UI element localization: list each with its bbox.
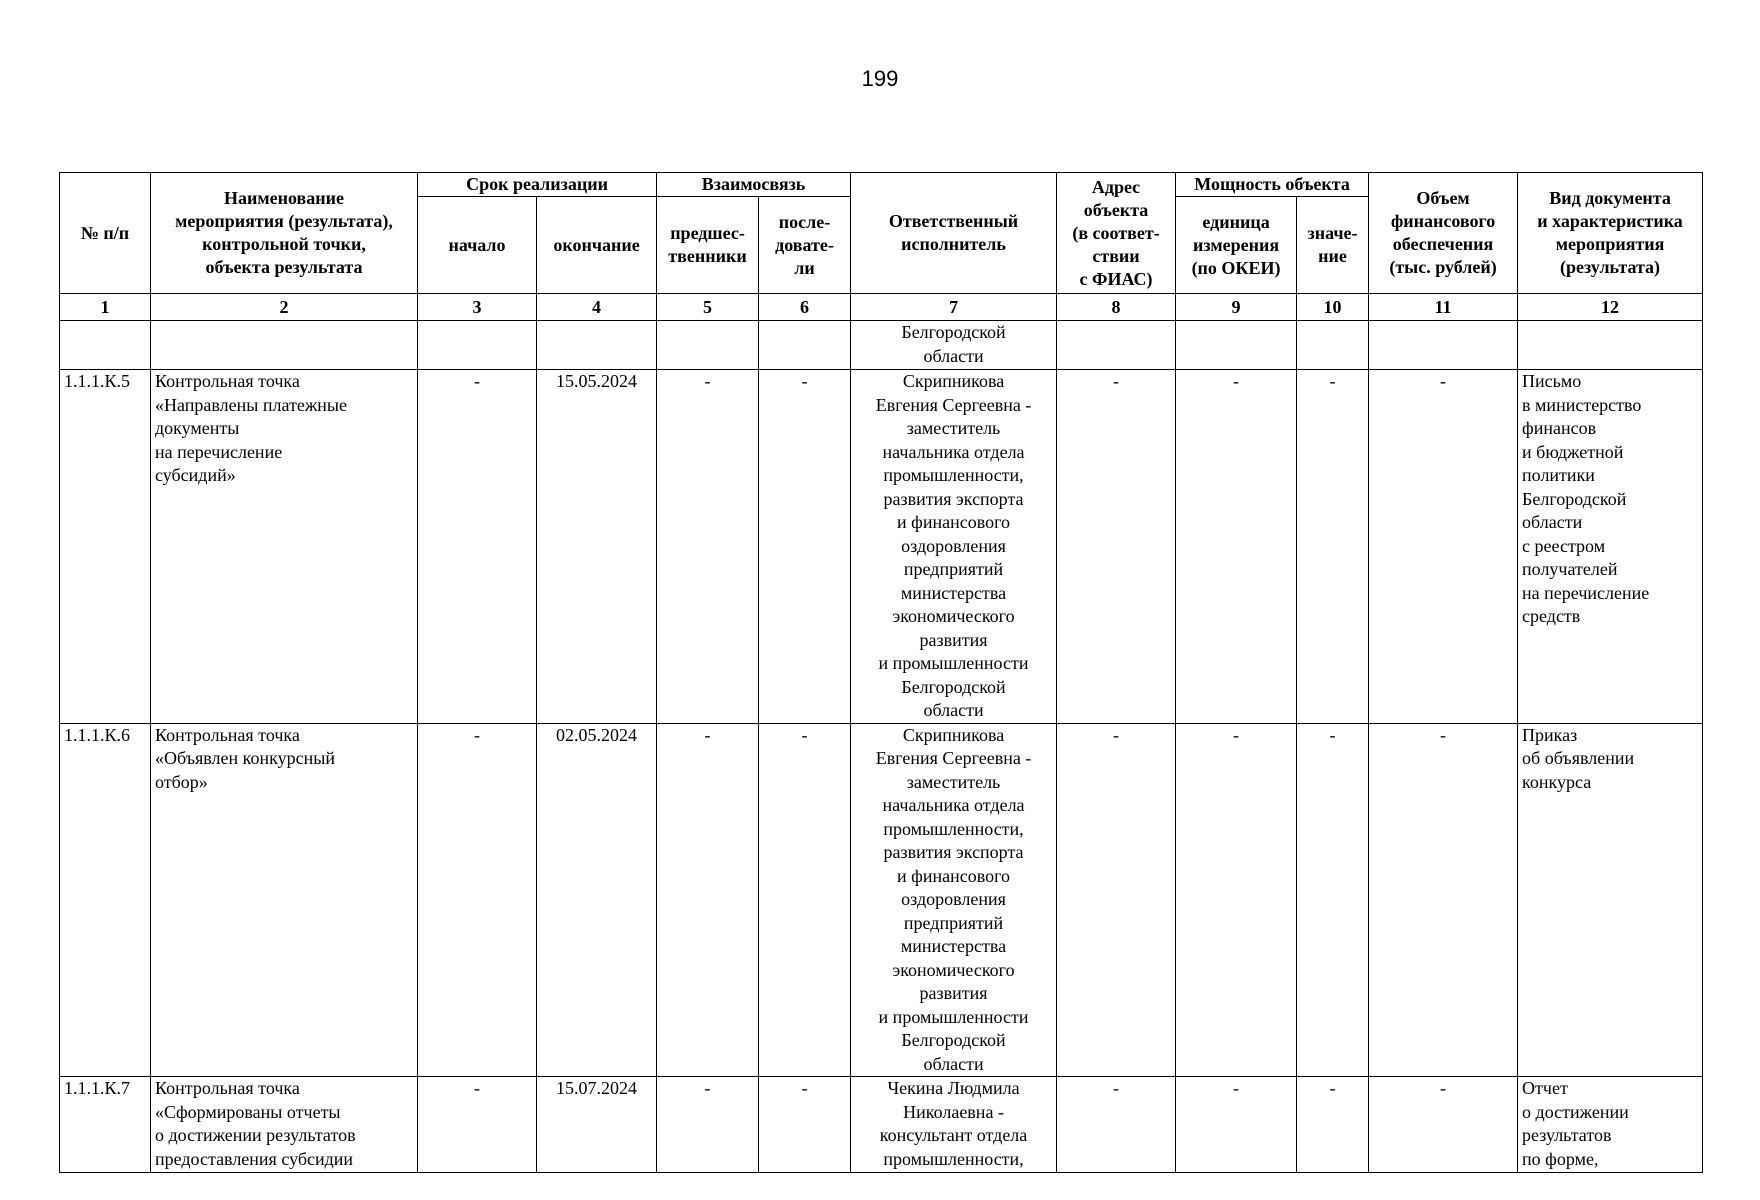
funding: - xyxy=(1369,1077,1518,1173)
responsible-cell: Скрипникова Евгения Сергеевна - заместитель начальника отдела промышленности, развития экспорта и финансового оздоровления предприятий министерства экономического развития и промышленности Белгородской области xyxy=(851,723,1057,1077)
implementation-plan-table xyxy=(59,172,1703,1173)
predecessors: - xyxy=(657,370,759,724)
unit: - xyxy=(1176,1077,1297,1173)
row-number: 1.1.1.К.5 xyxy=(60,370,151,724)
address: - xyxy=(1057,370,1176,724)
unit: - xyxy=(1176,370,1297,724)
header-predecessors: предшес- твенники xyxy=(657,197,759,294)
column-number: 1 xyxy=(60,294,151,321)
funding: - xyxy=(1369,723,1518,1077)
header-name: Наименование мероприятия (результата), контрольной точки, объекта результата xyxy=(151,173,418,294)
doc-type: Отчет о достижении результатов по форме, xyxy=(1518,1077,1703,1173)
successors: - xyxy=(759,723,851,1077)
unit: - xyxy=(1176,723,1297,1077)
header-value: значе- ние xyxy=(1297,197,1369,294)
value: - xyxy=(1297,723,1369,1077)
row-number: 1.1.1.К.7 xyxy=(60,1077,151,1173)
continuation-row xyxy=(60,321,1703,370)
header-num: № п/п xyxy=(60,173,151,294)
doc-type: Письмо в министерство финансов и бюджетной политики Белгородской области с реестром получателей на перечисление средств xyxy=(1518,370,1703,724)
column-number: 9 xyxy=(1176,294,1297,321)
responsible-cell: Скрипникова Евгения Сергеевна - заместитель начальника отдела промышленности, развития экспорта и финансового оздоровления предприятий министерства экономического развития и промышленности Белгородской области xyxy=(851,370,1057,724)
column-number: 4 xyxy=(537,294,657,321)
column-number: 5 xyxy=(657,294,759,321)
item-name: Контрольная точка «Направлены платежные документы на перечисление субсидий» xyxy=(151,370,418,724)
funding: - xyxy=(1369,370,1518,724)
header-unit: единица измерения (по ОКЕИ) xyxy=(1176,197,1297,294)
column-number: 3 xyxy=(418,294,537,321)
address: - xyxy=(1057,723,1176,1077)
end-date: 15.07.2024 xyxy=(537,1077,657,1173)
item-name: Контрольная точка «Сформированы отчеты о достижении результатов предоставления субсидии xyxy=(151,1077,418,1173)
column-number: 12 xyxy=(1518,294,1703,321)
end-date: 15.05.2024 xyxy=(537,370,657,724)
successors: - xyxy=(759,370,851,724)
header-address: Адрес объекта (в соответ- ствии с ФИАС) xyxy=(1057,173,1176,294)
header-successors: после- довате- ли xyxy=(759,197,851,294)
value: - xyxy=(1297,1077,1369,1173)
start-date: - xyxy=(418,370,537,724)
responsible-cell: Белгородской области xyxy=(851,321,1057,370)
header-responsible: Ответственный исполнитель xyxy=(851,173,1057,294)
end-date: 02.05.2024 xyxy=(537,723,657,1077)
header-funding: Объем финансового обеспечения (тыс. рублей) xyxy=(1369,173,1518,294)
header-doc-type: Вид документа и характеристика мероприятия (результата) xyxy=(1518,173,1703,294)
column-numbers-row xyxy=(60,294,1703,321)
column-number: 7 xyxy=(851,294,1057,321)
item-name: Контрольная точка «Объявлен конкурсный отбор» xyxy=(151,723,418,1077)
start-date: - xyxy=(418,723,537,1077)
successors: - xyxy=(759,1077,851,1173)
value: - xyxy=(1297,370,1369,724)
responsible-cell: Чекина Людмила Николаевна - консультант отдела промышленности, xyxy=(851,1077,1057,1173)
column-number: 6 xyxy=(759,294,851,321)
column-number: 10 xyxy=(1297,294,1369,321)
page-number: 199 xyxy=(861,66,899,91)
predecessors: - xyxy=(657,723,759,1077)
table-row xyxy=(60,370,1703,724)
predecessors: - xyxy=(657,1077,759,1173)
header-link-group: Взаимосвязь xyxy=(657,173,851,197)
column-number: 11 xyxy=(1369,294,1518,321)
table-row xyxy=(60,1077,1703,1173)
row-number: 1.1.1.К.6 xyxy=(60,723,151,1077)
header-term-group: Срок реализации xyxy=(418,173,657,197)
doc-type: Приказ об объявлении конкурса xyxy=(1518,723,1703,1077)
header-start: начало xyxy=(418,197,537,294)
start-date: - xyxy=(418,1077,537,1173)
column-number: 2 xyxy=(151,294,418,321)
table-row xyxy=(60,723,1703,1077)
header-capacity-group: Мощность объекта xyxy=(1176,173,1369,197)
column-number: 8 xyxy=(1057,294,1176,321)
header-end: окончание xyxy=(537,197,657,294)
address: - xyxy=(1057,1077,1176,1173)
